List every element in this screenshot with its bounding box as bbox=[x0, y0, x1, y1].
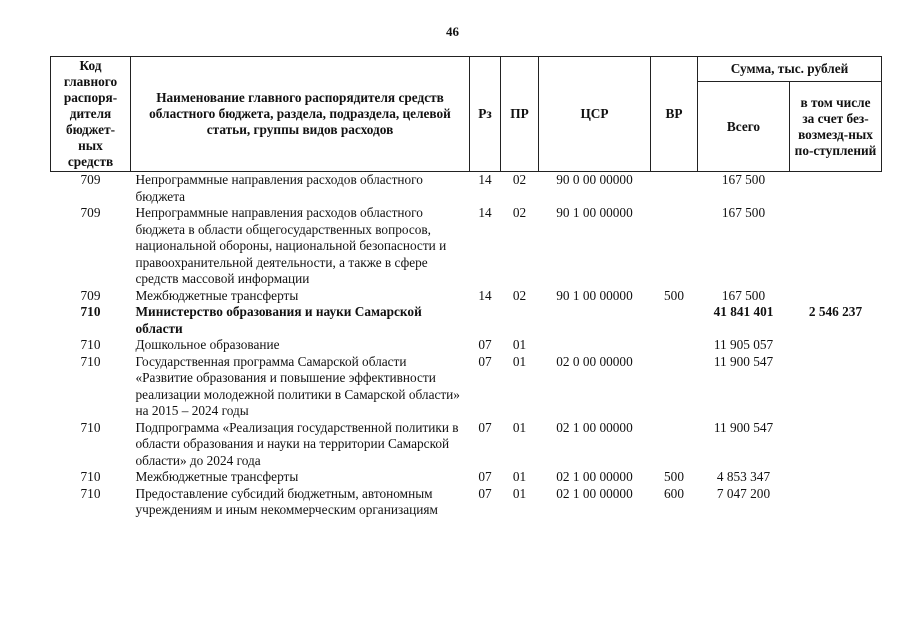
header-vr: ВР bbox=[651, 57, 698, 172]
header-name: Наименование главного распорядителя средств областного бюджета, раздела, подраздела, целевой статьи, группы видов расходов bbox=[131, 57, 470, 172]
cell-name: Предоставление субсидий бюджетным, автономным учреждениям и иным некоммерческим организациям bbox=[135, 485, 438, 517]
cell-vr bbox=[651, 354, 698, 420]
page-number: 46 bbox=[446, 24, 459, 39]
cell-pr: 01 bbox=[512, 485, 527, 501]
header-free: в том числе за счет без-возмезд-ных по-ступлений bbox=[790, 82, 882, 172]
header-rz: Рз bbox=[470, 57, 501, 172]
cell-rz: 14 bbox=[478, 172, 492, 187]
cell-vr: 600 bbox=[664, 485, 684, 501]
cell-vr bbox=[651, 205, 698, 288]
cell-name: Межбюджетные трансферты bbox=[135, 469, 299, 484]
cell-code: 710 bbox=[80, 485, 101, 501]
table-row bbox=[51, 288, 882, 305]
cell-free bbox=[790, 337, 882, 354]
cell-csr: 02 1 00 00000 bbox=[556, 469, 633, 484]
cell-csr bbox=[539, 304, 651, 337]
cell-total: 11 900 547 bbox=[713, 419, 774, 435]
table-row bbox=[51, 486, 882, 519]
cell-vr bbox=[651, 304, 698, 337]
cell-free: 2 546 237 bbox=[808, 304, 863, 319]
header-pr: ПР bbox=[501, 57, 539, 172]
cell-vr: 500 bbox=[664, 469, 684, 484]
cell-csr bbox=[539, 337, 651, 354]
cell-rz: 07 bbox=[478, 419, 492, 435]
header-csr: ЦСР bbox=[539, 57, 651, 172]
table-row bbox=[51, 304, 882, 337]
cell-csr: 02 1 00 00000 bbox=[556, 485, 633, 501]
table-row bbox=[51, 205, 882, 288]
cell-vr bbox=[651, 337, 698, 354]
cell-name: Непрограммные направления расходов областного бюджета bbox=[135, 172, 423, 204]
cell-total: 11 900 547 bbox=[713, 353, 774, 369]
cell-pr: 02 bbox=[512, 172, 527, 187]
cell-total: 167 500 bbox=[721, 172, 766, 187]
cell-code: 710 bbox=[80, 469, 101, 484]
cell-free bbox=[790, 486, 882, 519]
cell-pr: 01 bbox=[512, 353, 527, 369]
cell-pr bbox=[501, 304, 539, 337]
cell-total: 4 853 347 bbox=[716, 469, 771, 484]
cell-vr: 500 bbox=[664, 287, 684, 303]
cell-vr bbox=[651, 420, 698, 470]
cell-csr: 02 1 00 00000 bbox=[556, 419, 633, 435]
cell-name: Дошкольное образование bbox=[135, 337, 280, 352]
header-sum: Сумма, тыс. рублей bbox=[698, 57, 882, 82]
cell-rz: 07 bbox=[478, 337, 492, 352]
cell-csr: 02 0 00 00000 bbox=[556, 353, 633, 369]
cell-code: 709 bbox=[80, 172, 101, 187]
cell-code: 709 bbox=[80, 287, 101, 303]
cell-free bbox=[790, 288, 882, 305]
header-total: Всего bbox=[698, 82, 790, 172]
cell-free bbox=[790, 420, 882, 470]
cell-rz: 14 bbox=[478, 287, 492, 303]
cell-name: Государственная программа Самарской области «Развитие образования и повышение эффективности реализации молодежной политики в Самарской области» на 2015 – 2024 годы bbox=[135, 353, 460, 418]
cell-name: Подпрограмма «Реализация государственной политики в области образования и науки на территории Самарской области» до 2024 года bbox=[135, 419, 459, 468]
cell-rz: 07 bbox=[478, 353, 492, 369]
cell-code: 710 bbox=[80, 304, 101, 319]
cell-csr: 90 1 00 00000 bbox=[556, 205, 633, 220]
budget-table bbox=[50, 56, 882, 519]
table-row bbox=[51, 337, 882, 354]
cell-csr: 90 0 00 00000 bbox=[556, 172, 633, 187]
cell-name: Непрограммные направления расходов областного бюджета в области общегосударственных вопросов, национальной обороны, национальной безопасности и правоохранительной деятельности, а также в сфере средств массовой информации bbox=[135, 205, 447, 286]
cell-free bbox=[790, 469, 882, 486]
table-row bbox=[51, 172, 882, 206]
table-body bbox=[51, 172, 882, 519]
cell-rz: 14 bbox=[478, 205, 492, 220]
cell-total: 167 500 bbox=[721, 205, 766, 220]
cell-total: 7 047 200 bbox=[716, 485, 771, 501]
cell-rz: 07 bbox=[478, 469, 492, 484]
cell-name: Межбюджетные трансферты bbox=[135, 287, 299, 303]
table-row bbox=[51, 420, 882, 470]
cell-pr: 01 bbox=[512, 469, 527, 484]
header-code: Код главного распоря-дителя бюджет-ных средств bbox=[51, 57, 131, 172]
cell-pr: 01 bbox=[512, 337, 527, 352]
cell-pr: 01 bbox=[512, 419, 527, 435]
cell-pr: 02 bbox=[512, 205, 527, 220]
cell-csr: 90 1 00 00000 bbox=[556, 287, 633, 303]
cell-vr bbox=[651, 172, 698, 206]
cell-free bbox=[790, 172, 882, 206]
cell-free bbox=[790, 205, 882, 288]
cell-total: 41 841 401 bbox=[713, 304, 774, 319]
table-row bbox=[51, 354, 882, 420]
cell-pr: 02 bbox=[512, 287, 527, 303]
table-header bbox=[51, 57, 882, 172]
table-row bbox=[51, 469, 882, 486]
cell-free bbox=[790, 354, 882, 420]
cell-total: 167 500 bbox=[721, 287, 766, 303]
cell-code: 710 bbox=[80, 337, 101, 352]
cell-name: Министерство образования и науки Самарской области bbox=[135, 304, 422, 336]
cell-total: 11 905 057 bbox=[713, 337, 774, 352]
cell-code: 710 bbox=[80, 353, 101, 369]
cell-code: 709 bbox=[80, 205, 101, 220]
cell-rz bbox=[470, 304, 501, 337]
cell-rz: 07 bbox=[478, 485, 492, 501]
cell-code: 710 bbox=[80, 419, 101, 435]
